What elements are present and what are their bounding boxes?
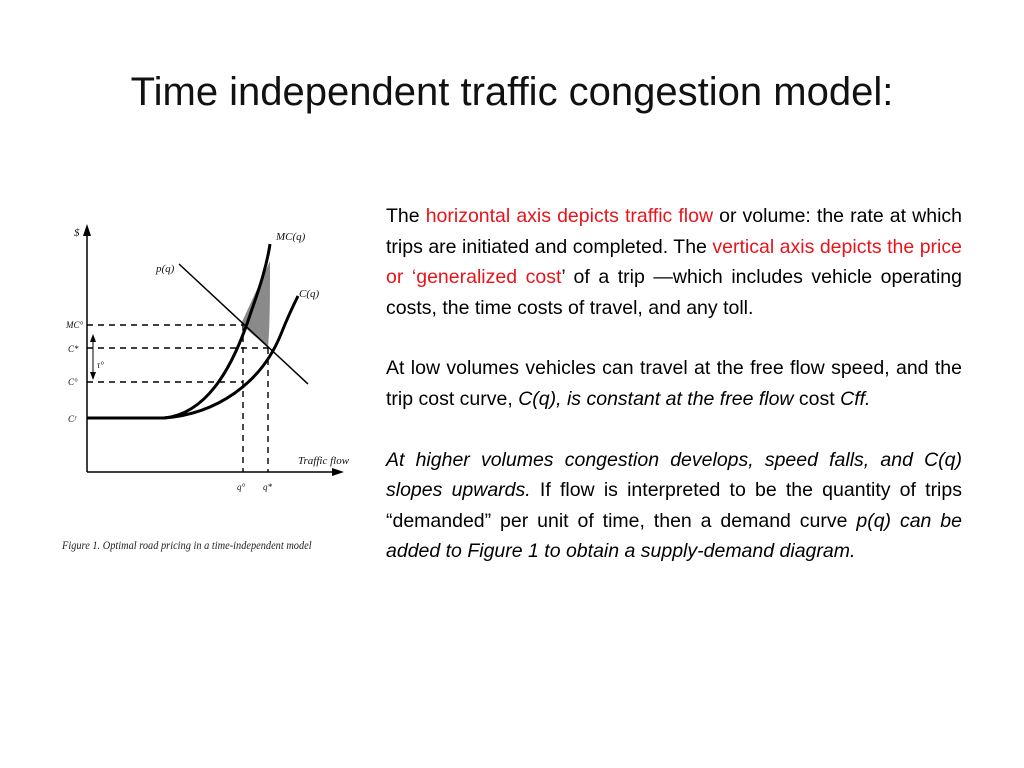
mc-curve-label: MC(q) — [276, 231, 306, 243]
q-star-label: q* — [263, 482, 272, 492]
demand-curve — [179, 264, 308, 384]
paragraph-free-flow — [386, 353, 962, 414]
y-axis-label: $ — [74, 227, 80, 239]
mc-level-label: MC° — [66, 320, 84, 330]
c-ff-label: Cᶠ — [68, 414, 76, 424]
figure-caption: Figure 1. Optimal road pricing in a time-independent model — [62, 540, 312, 552]
x-axis-arrow — [332, 468, 344, 476]
p3-text-b: If flow is interpreted to be the quantity of trips “demanded” per unit of time, then a demand curve — [386, 479, 962, 532]
slide-title: Time independent traffic congestion model: — [130, 70, 894, 114]
cost-curve-label: C(q) — [299, 288, 320, 300]
p2-text-a: At low volumes vehicles can travel at the free flow speed, and the trip cost curve, — [386, 357, 962, 410]
paragraph-congestion — [386, 445, 962, 567]
x-axis-label: Traffic flow — [298, 455, 350, 467]
toll-arrow-head-up — [90, 334, 96, 342]
toll-label: τ° — [97, 360, 104, 370]
guide-lines — [87, 325, 268, 472]
p1-highlight-vertical: vertical axis depicts the price or ‘generalized cost — [386, 235, 962, 289]
p2-italic-d: Cff. — [840, 387, 871, 410]
p3-italic-a: At higher volumes congestion develops, speed falls, and C(q) slopes upwards. — [386, 448, 962, 502]
p1-text-e: ’ of a trip —which includes vehicle operating costs, the time costs of travel, and any toll. — [386, 266, 962, 319]
body-text — [386, 201, 962, 597]
p1-text-a: The — [386, 205, 426, 227]
paragraph-axes — [386, 201, 962, 323]
p2-italic-b: C(q), is constant at the free flow — [518, 387, 794, 410]
q-zero-label: q° — [237, 482, 246, 492]
c-zero-label: C° — [68, 377, 78, 387]
p1-text-c: or volume: the rate at which trips are initiated and completed. The — [386, 205, 962, 258]
toll-arrow-head-down — [90, 372, 96, 380]
p2-text-c: cost — [793, 387, 841, 410]
diagram-svg — [56, 214, 356, 574]
congestion-diagram — [56, 214, 356, 574]
p3-italic-c: p(q) can be added to Figure 1 to obtain a supply-demand diagram. — [386, 509, 962, 563]
p1-highlight-horizontal: horizontal axis depicts traffic flow — [425, 205, 714, 227]
demand-curve-label: p(q) — [156, 263, 175, 275]
c-star-label: C* — [68, 344, 79, 354]
y-axis-arrow — [83, 224, 91, 236]
